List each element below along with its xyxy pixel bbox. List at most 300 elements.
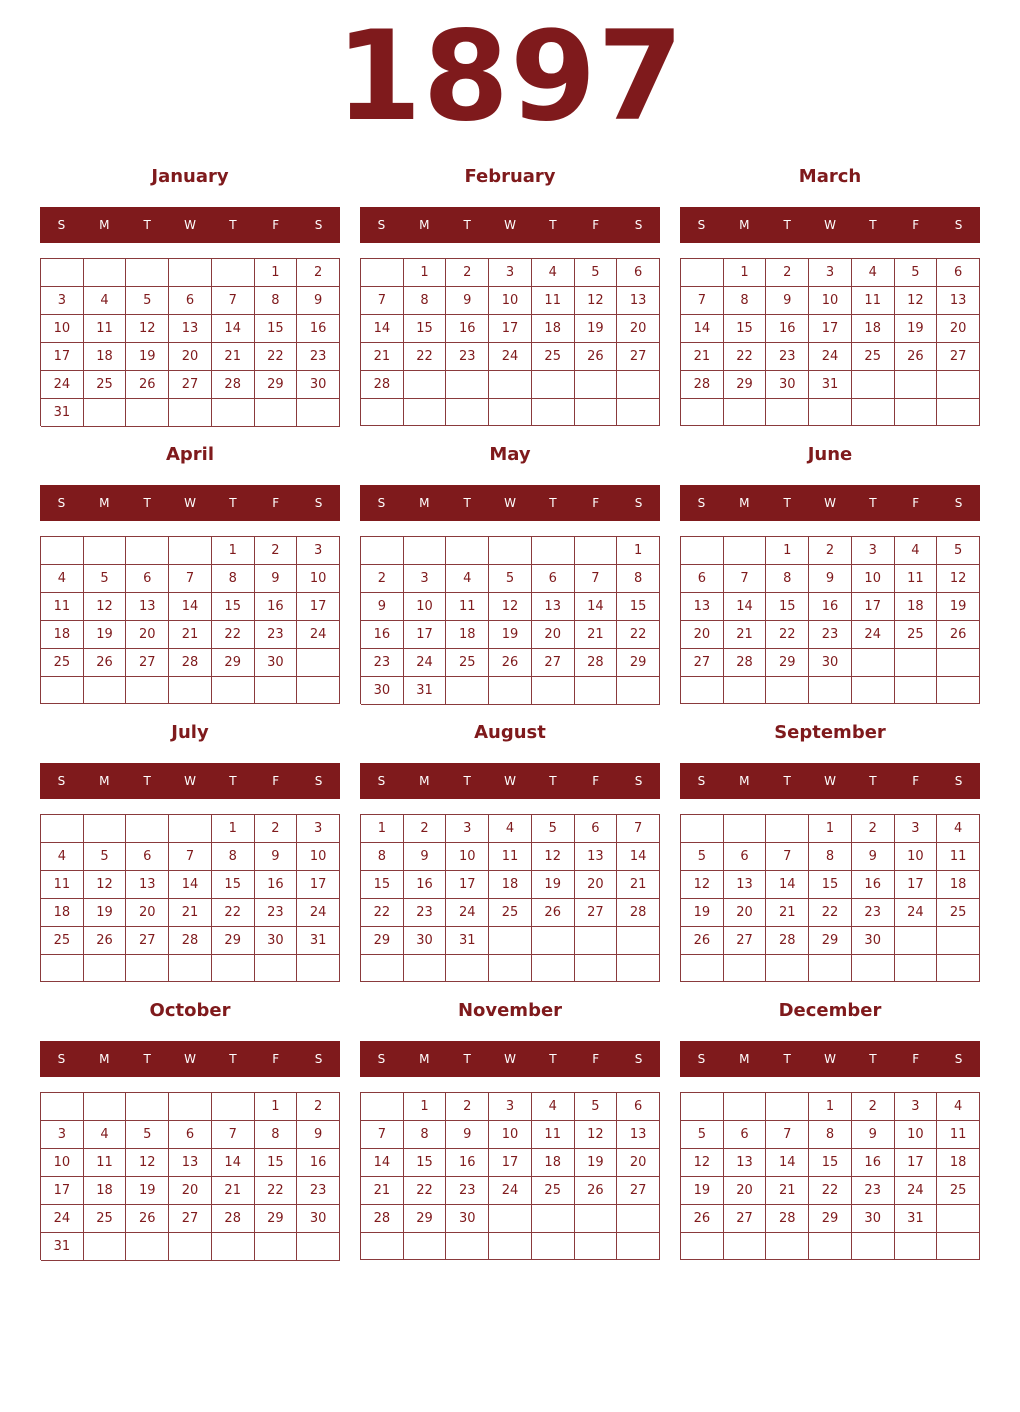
empty-cell [575, 399, 618, 426]
day-cell: 23 [446, 1177, 489, 1205]
empty-cell [361, 1233, 404, 1260]
weekday-label: F [272, 496, 280, 510]
day-cell: 31 [41, 1233, 84, 1261]
day-cell: 29 [809, 927, 852, 955]
day-cell: 3 [895, 815, 938, 843]
weekday-label: M [419, 774, 430, 788]
day-cell: 16 [255, 871, 298, 899]
day-cell: 29 [404, 1205, 447, 1233]
day-cell: 11 [895, 565, 938, 593]
day-cell: 24 [809, 343, 852, 371]
empty-cell [169, 537, 212, 565]
day-cell: 2 [255, 815, 298, 843]
day-cell: 15 [404, 1149, 447, 1177]
day-cell: 28 [766, 927, 809, 955]
day-cell: 24 [489, 343, 532, 371]
day-cell: 1 [212, 537, 255, 565]
empty-cell [575, 537, 618, 565]
empty-cell [126, 537, 169, 565]
day-cell: 26 [489, 649, 532, 677]
weekday-label: T [549, 774, 557, 788]
day-cell: 29 [724, 371, 767, 399]
empty-cell [617, 399, 660, 426]
day-cell: 16 [446, 315, 489, 343]
empty-cell [724, 399, 767, 426]
empty-cell [852, 399, 895, 426]
day-cell: 13 [575, 843, 618, 871]
empty-cell [809, 1233, 852, 1260]
day-cell: 8 [617, 565, 660, 593]
day-cell: 31 [446, 927, 489, 955]
day-cell: 20 [937, 315, 980, 343]
day-cell: 18 [895, 593, 938, 621]
day-cell: 23 [852, 899, 895, 927]
day-cell: 20 [617, 1149, 660, 1177]
day-cell: 15 [361, 871, 404, 899]
empty-cell [41, 259, 84, 287]
day-grid [360, 1092, 660, 1260]
weekday-label: S [377, 1052, 386, 1066]
day-cell: 14 [361, 315, 404, 343]
empty-cell [404, 1233, 447, 1260]
weekday-label: S [377, 774, 386, 788]
empty-cell [724, 1233, 767, 1260]
weekday-label: S [954, 496, 963, 510]
weekday-label: T [783, 774, 791, 788]
weekday-label: S [57, 496, 66, 510]
day-cell: 25 [532, 1177, 575, 1205]
day-cell: 11 [489, 843, 532, 871]
day-cell: 18 [937, 1149, 980, 1177]
day-cell: 7 [575, 565, 618, 593]
day-cell: 7 [169, 843, 212, 871]
empty-cell [361, 399, 404, 426]
day-cell: 18 [41, 899, 84, 927]
day-cell: 21 [575, 621, 618, 649]
day-cell: 1 [724, 259, 767, 287]
weekday-label: S [634, 774, 643, 788]
weekday-header [680, 485, 980, 521]
empty-cell [766, 399, 809, 426]
day-cell: 31 [297, 927, 340, 955]
day-cell: 4 [895, 537, 938, 565]
day-cell: 26 [84, 927, 127, 955]
day-cell: 17 [297, 593, 340, 621]
weekday-label: W [184, 774, 196, 788]
empty-cell [681, 1093, 724, 1121]
month-name: February [464, 166, 556, 187]
day-cell: 4 [41, 843, 84, 871]
empty-cell [255, 677, 298, 704]
empty-cell [809, 955, 852, 982]
day-cell: 24 [852, 621, 895, 649]
day-cell: 30 [809, 649, 852, 677]
empty-cell [84, 955, 127, 982]
weekday-header [680, 763, 980, 799]
day-cell: 12 [126, 315, 169, 343]
day-cell: 19 [489, 621, 532, 649]
empty-cell [361, 259, 404, 287]
empty-cell [169, 399, 212, 427]
day-cell: 4 [84, 287, 127, 315]
day-cell: 17 [895, 1149, 938, 1177]
weekday-label: W [504, 496, 516, 510]
day-cell: 12 [937, 565, 980, 593]
day-cell: 11 [937, 1121, 980, 1149]
empty-cell [852, 371, 895, 399]
day-cell: 9 [852, 1121, 895, 1149]
weekday-label: T [143, 1052, 151, 1066]
day-cell: 12 [84, 593, 127, 621]
day-cell: 31 [895, 1205, 938, 1233]
day-cell: 17 [809, 315, 852, 343]
day-cell: 19 [84, 621, 127, 649]
weekday-label: T [549, 1052, 557, 1066]
weekday-label: S [634, 218, 643, 232]
day-cell: 7 [169, 565, 212, 593]
day-cell: 11 [84, 1149, 127, 1177]
empty-cell [532, 371, 575, 399]
day-cell: 8 [809, 1121, 852, 1149]
day-cell: 28 [212, 1205, 255, 1233]
weekday-header [680, 1041, 980, 1077]
empty-cell [361, 1093, 404, 1121]
weekday-label: T [463, 218, 471, 232]
day-cell: 5 [575, 1093, 618, 1121]
day-cell: 3 [852, 537, 895, 565]
day-cell: 27 [617, 1177, 660, 1205]
day-cell: 27 [575, 899, 618, 927]
day-cell: 28 [169, 649, 212, 677]
empty-cell [937, 927, 980, 955]
day-cell: 7 [766, 1121, 809, 1149]
empty-cell [895, 371, 938, 399]
day-cell: 13 [126, 871, 169, 899]
day-cell: 9 [255, 565, 298, 593]
empty-cell [681, 1233, 724, 1260]
empty-cell [617, 1205, 660, 1233]
day-cell: 6 [617, 259, 660, 287]
day-cell: 4 [532, 259, 575, 287]
empty-cell [895, 649, 938, 677]
day-cell: 25 [41, 649, 84, 677]
day-cell: 28 [575, 649, 618, 677]
empty-cell [212, 677, 255, 704]
empty-cell [446, 371, 489, 399]
day-cell: 19 [126, 343, 169, 371]
empty-cell [575, 371, 618, 399]
weekday-label: T [549, 496, 557, 510]
day-cell: 26 [126, 1205, 169, 1233]
day-cell: 10 [404, 593, 447, 621]
day-cell: 1 [255, 1093, 298, 1121]
day-cell: 16 [766, 315, 809, 343]
day-cell: 1 [212, 815, 255, 843]
weekday-label: S [634, 1052, 643, 1066]
day-cell: 24 [297, 621, 340, 649]
empty-cell [681, 677, 724, 704]
empty-cell [489, 955, 532, 982]
day-cell: 19 [532, 871, 575, 899]
day-cell: 16 [361, 621, 404, 649]
day-cell: 11 [532, 287, 575, 315]
day-cell: 15 [766, 593, 809, 621]
day-cell: 13 [617, 287, 660, 315]
day-cell: 12 [532, 843, 575, 871]
day-cell: 24 [41, 1205, 84, 1233]
empty-cell [84, 815, 127, 843]
day-cell: 16 [255, 593, 298, 621]
day-cell: 21 [361, 343, 404, 371]
empty-cell [126, 955, 169, 982]
empty-cell [937, 1205, 980, 1233]
day-cell: 17 [404, 621, 447, 649]
day-cell: 5 [895, 259, 938, 287]
day-cell: 20 [532, 621, 575, 649]
day-cell: 30 [766, 371, 809, 399]
weekday-header [40, 207, 340, 243]
weekday-label: F [272, 774, 280, 788]
day-cell: 13 [937, 287, 980, 315]
empty-cell [361, 955, 404, 982]
day-cell: 9 [852, 843, 895, 871]
day-cell: 14 [617, 843, 660, 871]
weekday-label: S [57, 1052, 66, 1066]
day-cell: 6 [126, 565, 169, 593]
day-cell: 8 [255, 1121, 298, 1149]
day-cell: 30 [255, 649, 298, 677]
weekday-header [360, 485, 660, 521]
empty-cell [126, 677, 169, 704]
day-cell: 17 [297, 871, 340, 899]
weekday-label: M [419, 496, 430, 510]
empty-cell [297, 649, 340, 677]
day-cell: 14 [212, 1149, 255, 1177]
day-cell: 25 [937, 1177, 980, 1205]
day-cell: 25 [446, 649, 489, 677]
weekday-label: M [739, 218, 750, 232]
day-cell: 19 [575, 1149, 618, 1177]
day-cell: 7 [212, 287, 255, 315]
day-cell: 15 [724, 315, 767, 343]
weekday-label: T [549, 218, 557, 232]
empty-cell [724, 955, 767, 982]
day-cell: 13 [126, 593, 169, 621]
day-cell: 9 [446, 1121, 489, 1149]
day-cell: 26 [575, 1177, 618, 1205]
day-cell: 4 [84, 1121, 127, 1149]
empty-cell [169, 259, 212, 287]
empty-cell [212, 399, 255, 427]
day-cell: 22 [361, 899, 404, 927]
day-cell: 2 [255, 537, 298, 565]
day-cell: 23 [255, 621, 298, 649]
day-cell: 28 [681, 371, 724, 399]
weekday-label: F [592, 496, 600, 510]
weekday-label: W [504, 1052, 516, 1066]
day-cell: 27 [126, 649, 169, 677]
weekday-label: S [697, 218, 706, 232]
day-cell: 9 [809, 565, 852, 593]
day-cell: 11 [446, 593, 489, 621]
day-cell: 27 [126, 927, 169, 955]
empty-cell [489, 399, 532, 426]
day-cell: 13 [681, 593, 724, 621]
day-cell: 12 [575, 1121, 618, 1149]
day-cell: 8 [724, 287, 767, 315]
day-cell: 27 [617, 343, 660, 371]
day-cell: 11 [84, 315, 127, 343]
day-cell: 13 [724, 871, 767, 899]
day-cell: 15 [809, 1149, 852, 1177]
day-cell: 7 [766, 843, 809, 871]
empty-cell [895, 927, 938, 955]
weekday-label: T [143, 774, 151, 788]
empty-cell [41, 955, 84, 982]
day-cell: 10 [895, 1121, 938, 1149]
day-cell: 18 [852, 315, 895, 343]
weekday-label: F [912, 218, 920, 232]
day-cell: 9 [361, 593, 404, 621]
weekday-label: S [954, 774, 963, 788]
day-cell: 26 [681, 1205, 724, 1233]
empty-cell [169, 677, 212, 704]
empty-cell [489, 1233, 532, 1260]
weekday-label: F [592, 1052, 600, 1066]
day-cell: 29 [766, 649, 809, 677]
day-cell: 13 [724, 1149, 767, 1177]
day-cell: 9 [297, 287, 340, 315]
day-cell: 29 [255, 371, 298, 399]
empty-cell [446, 537, 489, 565]
empty-cell [41, 815, 84, 843]
day-cell: 26 [681, 927, 724, 955]
empty-cell [895, 399, 938, 426]
day-cell: 20 [724, 899, 767, 927]
day-cell: 21 [681, 343, 724, 371]
day-cell: 25 [41, 927, 84, 955]
empty-cell [532, 927, 575, 955]
day-cell: 12 [895, 287, 938, 315]
day-cell: 23 [255, 899, 298, 927]
empty-cell [446, 399, 489, 426]
month-name: October [149, 1000, 231, 1021]
day-cell: 25 [852, 343, 895, 371]
weekday-label: S [697, 774, 706, 788]
day-cell: 1 [255, 259, 298, 287]
day-cell: 8 [361, 843, 404, 871]
day-cell: 5 [84, 565, 127, 593]
empty-cell [532, 537, 575, 565]
empty-cell [446, 677, 489, 705]
weekday-label: T [143, 218, 151, 232]
empty-cell [724, 1093, 767, 1121]
weekday-label: T [229, 496, 237, 510]
empty-cell [681, 537, 724, 565]
day-cell: 1 [404, 1093, 447, 1121]
day-cell: 5 [126, 1121, 169, 1149]
weekday-label: S [697, 496, 706, 510]
day-cell: 20 [126, 621, 169, 649]
empty-cell [617, 371, 660, 399]
weekday-label: T [869, 1052, 877, 1066]
day-cell: 21 [169, 899, 212, 927]
month-name: August [474, 722, 546, 743]
day-cell: 26 [575, 343, 618, 371]
empty-cell [766, 1233, 809, 1260]
day-cell: 14 [169, 593, 212, 621]
day-cell: 18 [937, 871, 980, 899]
day-cell: 3 [297, 815, 340, 843]
day-cell: 17 [446, 871, 489, 899]
day-cell: 22 [617, 621, 660, 649]
day-cell: 18 [41, 621, 84, 649]
empty-cell [404, 537, 447, 565]
weekday-header [360, 207, 660, 243]
day-cell: 10 [297, 565, 340, 593]
day-cell: 2 [852, 1093, 895, 1121]
day-grid [40, 1092, 340, 1260]
day-cell: 5 [681, 843, 724, 871]
day-cell: 9 [297, 1121, 340, 1149]
day-cell: 8 [404, 287, 447, 315]
day-cell: 2 [852, 815, 895, 843]
day-cell: 31 [809, 371, 852, 399]
day-cell: 27 [169, 1205, 212, 1233]
day-cell: 19 [575, 315, 618, 343]
weekday-label: T [783, 1052, 791, 1066]
day-cell: 22 [766, 621, 809, 649]
day-cell: 21 [724, 621, 767, 649]
empty-cell [681, 399, 724, 426]
month-name: July [171, 722, 209, 743]
day-cell: 19 [895, 315, 938, 343]
day-cell: 20 [126, 899, 169, 927]
day-cell: 5 [489, 565, 532, 593]
day-cell: 16 [404, 871, 447, 899]
day-cell: 9 [404, 843, 447, 871]
day-cell: 12 [126, 1149, 169, 1177]
day-cell: 22 [255, 1177, 298, 1205]
weekday-label: F [592, 218, 600, 232]
empty-cell [297, 399, 340, 427]
weekday-label: W [504, 218, 516, 232]
day-grid [680, 1092, 980, 1260]
day-cell: 4 [532, 1093, 575, 1121]
weekday-label: M [99, 1052, 110, 1066]
day-cell: 20 [169, 343, 212, 371]
weekday-label: S [57, 218, 66, 232]
day-cell: 2 [766, 259, 809, 287]
empty-cell [617, 1233, 660, 1260]
day-cell: 4 [446, 565, 489, 593]
weekday-label: S [57, 774, 66, 788]
day-cell: 5 [937, 537, 980, 565]
day-cell: 10 [446, 843, 489, 871]
day-cell: 29 [212, 649, 255, 677]
empty-cell [575, 1205, 618, 1233]
day-cell: 24 [404, 649, 447, 677]
empty-cell [212, 259, 255, 287]
empty-cell [681, 259, 724, 287]
day-cell: 17 [895, 871, 938, 899]
day-grid [360, 536, 660, 704]
day-cell: 11 [852, 287, 895, 315]
day-cell: 23 [297, 343, 340, 371]
empty-cell [532, 955, 575, 982]
weekday-label: T [783, 218, 791, 232]
empty-cell [809, 677, 852, 704]
